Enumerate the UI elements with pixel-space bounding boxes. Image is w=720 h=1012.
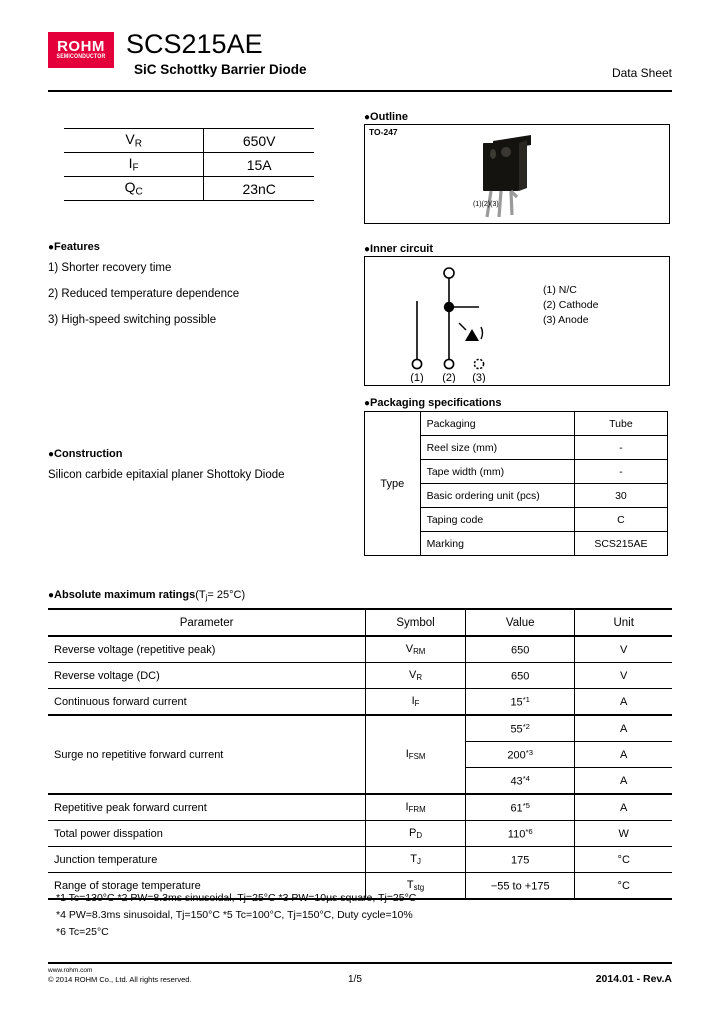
- rating-symbol-sub: stg: [413, 882, 425, 892]
- features-heading: [48, 240, 348, 255]
- outline-heading-label: Outline: [370, 111, 408, 123]
- rating-unit: A: [575, 742, 672, 768]
- footer-url[interactable]: www.rohm.com: [48, 967, 93, 974]
- rating-unit: A: [575, 768, 672, 795]
- spec-value-cell: 15A: [204, 153, 314, 177]
- abs-max-cond-pre: (T: [195, 589, 206, 601]
- footnotes-block: [56, 890, 416, 941]
- construction-section: [48, 447, 368, 488]
- rating-symbol: [366, 794, 466, 821]
- rating-value: [465, 663, 574, 689]
- svg-text:(2): (2): [442, 372, 456, 383]
- bullet-icon: ●: [48, 242, 55, 253]
- rating-value-text: 15: [510, 696, 523, 709]
- svg-text:(1): (1): [410, 372, 424, 383]
- column-header-value: Value: [465, 609, 574, 636]
- spec-symbol-cell: [64, 177, 204, 201]
- rating-symbol: [366, 715, 466, 794]
- rating-symbol-base: V: [405, 643, 414, 656]
- rating-value-text: 200: [507, 749, 526, 762]
- rating-value: [465, 821, 574, 847]
- revision-label: 2014.01 - Rev.A: [595, 973, 672, 985]
- bullet-icon: ●: [364, 112, 371, 123]
- rating-value-text: 61: [510, 802, 523, 815]
- rating-parameter: Repetitive peak forward current: [48, 794, 366, 821]
- rating-value: [465, 715, 574, 742]
- footnote-line: *6 Tc=25°C: [56, 926, 109, 938]
- abs-max-ratings-table: [48, 608, 672, 900]
- table-row: [48, 663, 672, 689]
- rating-symbol-base: I: [411, 695, 415, 708]
- rating-value-text: −55 to +175: [490, 880, 550, 893]
- rating-value-note: *1: [522, 694, 530, 704]
- list-item: 1) Shorter recovery time: [48, 262, 172, 274]
- packaging-row-label: Marking: [420, 532, 574, 556]
- bullet-icon: ●: [48, 590, 55, 601]
- legend-item: (3) Anode: [543, 314, 589, 326]
- package-type-label: TO-247: [369, 127, 398, 137]
- outline-diagram-box: [364, 124, 670, 224]
- table-row: [48, 794, 672, 821]
- packaging-type-label: Type: [365, 412, 421, 556]
- packaging-row-label: Packaging: [420, 412, 574, 436]
- packaging-row-label: Tape width (mm): [420, 460, 574, 484]
- table-row: [48, 715, 672, 742]
- abs-max-heading: [48, 588, 245, 605]
- packaging-heading: [364, 396, 501, 411]
- rating-value-text: 110: [507, 828, 526, 841]
- rating-unit: V: [575, 663, 672, 689]
- packaging-row-value: 30: [574, 484, 667, 508]
- rating-symbol-base: P: [409, 827, 417, 840]
- rating-symbol-sub: RM: [413, 646, 426, 656]
- bullet-icon: ●: [364, 244, 371, 255]
- table-header-row: [48, 609, 672, 636]
- packaging-row-value: Tube: [574, 412, 667, 436]
- table-row: [64, 129, 314, 153]
- page-footer: [48, 966, 672, 996]
- package-pin-labels: (1)(2)(3): [473, 201, 499, 208]
- features-section: [48, 240, 348, 333]
- rating-value: [465, 873, 574, 900]
- rating-symbol-sub: D: [416, 830, 423, 840]
- rating-symbol-sub: R: [416, 672, 423, 682]
- rating-value: [465, 689, 574, 716]
- rating-symbol-sub: FSM: [408, 751, 426, 761]
- table-row: [365, 412, 668, 436]
- abs-max-cond-sub: j: [205, 592, 208, 602]
- bullet-icon: ●: [364, 398, 371, 409]
- construction-heading-label: Construction: [54, 448, 123, 460]
- rating-symbol: [366, 636, 466, 663]
- rating-parameter: Continuous forward current: [48, 689, 366, 716]
- spec-symbol-sub: F: [132, 162, 139, 174]
- spec-symbol: V: [125, 131, 135, 148]
- rating-value-note: *2: [522, 721, 530, 731]
- rating-unit: A: [575, 689, 672, 716]
- footer-copyright: © 2014 ROHM Co., Ltd. All rights reserved.: [48, 975, 192, 984]
- logo-wordmark: ROHM: [57, 37, 105, 55]
- rohm-logo: [48, 32, 114, 68]
- rating-symbol: [366, 821, 466, 847]
- rating-value-text: 175: [511, 854, 530, 867]
- rating-symbol-base: I: [405, 748, 409, 761]
- footer-divider: [48, 962, 672, 964]
- inner-circuit-box: [364, 256, 670, 386]
- table-row: [48, 689, 672, 716]
- rating-symbol-base: T: [406, 879, 414, 892]
- spec-symbol: Q: [124, 179, 136, 196]
- rating-symbol: [366, 689, 466, 716]
- footnote-line: *1 Tc=130°C *2 PW=8.3ms sinusoidal, Tj=25°C *3 PW=10µs square, Tj=25°C: [56, 892, 417, 904]
- inner-circuit-legend: [543, 283, 598, 328]
- packaging-row-value: -: [574, 436, 667, 460]
- table-row: [48, 847, 672, 873]
- rating-symbol: [366, 663, 466, 689]
- table-row: [64, 153, 314, 177]
- page-number: 1/5: [348, 974, 362, 985]
- table-row: [64, 177, 314, 201]
- packaging-specs-table: [364, 411, 668, 556]
- abs-max-heading-label: Absolute maximum ratings: [54, 589, 196, 601]
- rating-symbol-base: I: [405, 801, 409, 814]
- rating-value-note: *3: [525, 747, 534, 757]
- rating-value-note: *4: [522, 773, 530, 783]
- key-specs-table: [64, 128, 314, 201]
- rating-symbol-base: T: [410, 853, 417, 866]
- packaging-row-label: Basic ordering unit (pcs): [420, 484, 574, 508]
- rating-unit: W: [575, 821, 672, 847]
- rating-parameter: Reverse voltage (repetitive peak): [48, 636, 366, 663]
- legend-item: (2) Cathode: [543, 299, 599, 311]
- spec-symbol-sub: R: [134, 138, 142, 150]
- rating-parameter: Reverse voltage (DC): [48, 663, 366, 689]
- spec-symbol-cell: [64, 153, 204, 177]
- packaging-heading-label: Packaging specifications: [370, 397, 502, 409]
- features-heading-label: Features: [54, 241, 100, 253]
- spec-value-cell: 650V: [204, 129, 314, 153]
- list-item: 3) High-speed switching possible: [48, 314, 217, 326]
- rating-parameter: Junction temperature: [48, 847, 366, 873]
- spec-symbol-sub: C: [135, 186, 143, 198]
- construction-body: Silicon carbide epitaxial planer Shottoky Diode: [48, 469, 285, 481]
- rating-parameter: Surge no repetitive forward current: [48, 715, 366, 794]
- packaging-row-value: C: [574, 508, 667, 532]
- inner-circuit-heading-label: Inner circuit: [370, 243, 434, 255]
- rating-parameter: Total power disspation: [48, 821, 366, 847]
- abs-max-cond-post: = 25°C): [207, 589, 246, 601]
- rating-value: [465, 794, 574, 821]
- rating-symbol-sub: F: [414, 698, 420, 708]
- rating-value-text: 43: [510, 775, 523, 788]
- rating-parameter: Range of storage temperature: [48, 873, 366, 900]
- svg-text:(3): (3): [472, 372, 486, 383]
- rating-unit: A: [575, 794, 672, 821]
- packaging-row-value: -: [574, 460, 667, 484]
- spec-value-cell: 23nC: [204, 177, 314, 201]
- inner-circuit-heading: [364, 242, 433, 257]
- rating-unit: V: [575, 636, 672, 663]
- spec-symbol-cell: [64, 129, 204, 153]
- bullet-icon: ●: [48, 449, 55, 460]
- construction-heading: [48, 447, 368, 462]
- rating-value-note: *6: [525, 826, 533, 836]
- column-header-symbol: Symbol: [366, 609, 466, 636]
- inner-circuit-schematic: [387, 259, 567, 383]
- rating-value: [465, 847, 574, 873]
- legend-item: (1) N/C: [543, 284, 577, 296]
- column-header-unit: Unit: [575, 609, 672, 636]
- rating-unit: °C: [575, 847, 672, 873]
- page-title: SCS215AE: [126, 29, 263, 59]
- packaging-row-label: Taping code: [420, 508, 574, 532]
- rating-symbol: [366, 847, 466, 873]
- outline-heading: [364, 110, 408, 125]
- document-type-label: Data Sheet: [611, 66, 672, 80]
- packaging-row-value: SCS215AE: [574, 532, 667, 556]
- rating-value-text: 55: [510, 723, 523, 736]
- rating-value: [465, 636, 574, 663]
- rating-symbol-sub: J: [416, 856, 421, 866]
- logo-tagline: SEMICONDUCTOR: [56, 52, 106, 60]
- rating-value: [465, 742, 574, 768]
- table-row: [48, 821, 672, 847]
- product-subtitle: SiC Schottky Barrier Diode: [134, 62, 307, 77]
- rating-unit: A: [575, 715, 672, 742]
- rating-value-text: 650: [511, 644, 530, 657]
- table-row: [48, 636, 672, 663]
- rating-value-text: 650: [511, 670, 530, 683]
- spec-symbol: I: [128, 155, 133, 172]
- rating-symbol-sub: FRM: [408, 804, 426, 814]
- footnote-line: *4 PW=8.3ms sinusoidal, Tj=150°C *5 Tc=100°C, Tj=150°C, Duty cycle=10%: [56, 909, 413, 921]
- page-header: [48, 28, 672, 90]
- rating-unit: °C: [575, 873, 672, 900]
- column-header-parameter: Parameter: [48, 609, 366, 636]
- rating-value-note: *5: [522, 800, 530, 810]
- rating-value: [465, 768, 574, 795]
- list-item: 2) Reduced temperature dependence: [48, 288, 240, 300]
- rating-symbol-base: V: [409, 669, 417, 682]
- header-divider: [48, 90, 672, 92]
- packaging-row-label: Reel size (mm): [420, 436, 574, 460]
- to247-package-image: [453, 131, 563, 223]
